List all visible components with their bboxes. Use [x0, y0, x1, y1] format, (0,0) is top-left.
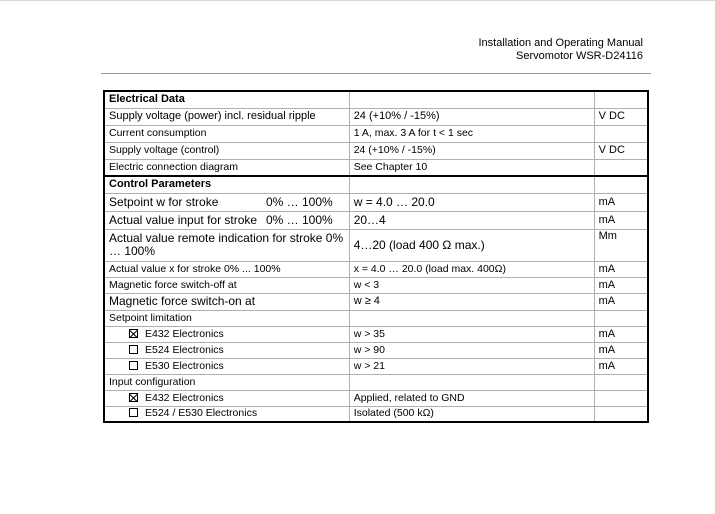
row-label: Actual value x for stroke 0% ... 100%: [104, 261, 349, 277]
option-label: E524 Electronics: [145, 343, 224, 356]
row-unit: V DC: [594, 142, 648, 159]
row-value: 1 A, max. 3 A for t < 1 sec: [349, 125, 594, 142]
row-value: x = 4.0 … 20.0 (load max. 400Ω): [349, 261, 594, 277]
row-unit: mA: [594, 193, 648, 211]
row-value: 20…4: [349, 211, 594, 229]
table-row: [104, 229, 648, 261]
table-row: [104, 358, 648, 374]
row-unit: mA: [594, 277, 648, 293]
row-label: Current consumption: [104, 125, 349, 142]
row-label: Actual value remote indication for stroke 0% … 100%: [104, 229, 349, 261]
row-value: See Chapter 10: [349, 159, 594, 176]
row-label: Supply voltage (power) incl. residual ripple: [104, 108, 349, 125]
table-row: [104, 193, 648, 211]
row-value: Applied, related to GND: [349, 390, 594, 406]
row-value: w ≥ 4: [349, 293, 594, 310]
option-label: E530 Electronics: [145, 359, 224, 372]
row-value: w = 4.0 … 20.0: [349, 193, 594, 211]
table-row: [104, 108, 648, 125]
table-row: [104, 125, 648, 142]
row-unit: mA: [594, 326, 648, 342]
row-value: 24 (+10% / -15%): [349, 108, 594, 125]
row-unit: mA: [594, 293, 648, 310]
row-label: Electric connection diagram: [104, 159, 349, 176]
unchecked-checkbox[interactable]: [129, 361, 138, 370]
row-value: 4…20 (load 400 Ω max.): [349, 229, 594, 261]
row-range: 0% … 100%: [265, 212, 333, 227]
row-unit: mA: [594, 261, 648, 277]
subsection-title: Setpoint limitation: [104, 310, 349, 326]
table-row: [104, 326, 648, 342]
table-row: [104, 261, 648, 277]
subsection-header-input-configuration: [104, 374, 648, 390]
product-name: Servomotor WSR-D24116: [516, 50, 643, 62]
table-row: [104, 277, 648, 293]
unchecked-checkbox[interactable]: [129, 408, 138, 417]
manual-title: Installation and Operating Manual: [478, 37, 643, 49]
row-label: Actual value input for stroke: [109, 212, 258, 227]
row-unit: mA: [594, 342, 648, 358]
row-label: Supply voltage (control): [104, 142, 349, 159]
row-value: Isolated (500 kΩ): [349, 406, 594, 422]
row-label: Setpoint w for stroke: [109, 194, 219, 209]
table-row: [104, 142, 648, 159]
document-header: [479, 37, 644, 63]
row-label-group: [109, 196, 345, 209]
option-label: E524 / E530 Electronics: [145, 407, 258, 420]
row-label-group: [109, 214, 345, 227]
subsection-header-setpoint-limitation: [104, 310, 648, 326]
table-row: [104, 159, 648, 176]
option-label: E432 Electronics: [145, 327, 224, 340]
table-row: [104, 406, 648, 422]
row-unit: Mm: [594, 229, 648, 261]
spec-table: [103, 90, 649, 423]
header-divider: [101, 73, 651, 74]
subsection-title: Input configuration: [104, 374, 349, 390]
row-unit: [594, 125, 648, 142]
row-unit: V DC: [594, 108, 648, 125]
row-value: w > 21: [349, 358, 594, 374]
option-label: E432 Electronics: [145, 391, 224, 404]
row-unit: mA: [594, 211, 648, 229]
row-label: Magnetic force switch-on at: [104, 293, 349, 310]
row-label: Magnetic force switch-off at: [104, 277, 349, 293]
section-header-control: [104, 176, 648, 193]
row-value: w > 90: [349, 342, 594, 358]
row-value: 24 (+10% / -15%): [349, 142, 594, 159]
row-range: 0% … 100%: [265, 194, 333, 209]
row-unit: [594, 159, 648, 176]
table-row: [104, 293, 648, 310]
section-header-electrical: [104, 91, 648, 108]
row-unit: mA: [594, 358, 648, 374]
section-title: Electrical Data: [104, 91, 349, 108]
table-row: [104, 390, 648, 406]
section-title: Control Parameters: [104, 176, 349, 193]
row-value: w < 3: [349, 277, 594, 293]
checked-checkbox[interactable]: [129, 329, 138, 338]
row-value: w > 35: [349, 326, 594, 342]
table-row: [104, 211, 648, 229]
unchecked-checkbox[interactable]: [129, 345, 138, 354]
checked-checkbox[interactable]: [129, 393, 138, 402]
table-row: [104, 342, 648, 358]
